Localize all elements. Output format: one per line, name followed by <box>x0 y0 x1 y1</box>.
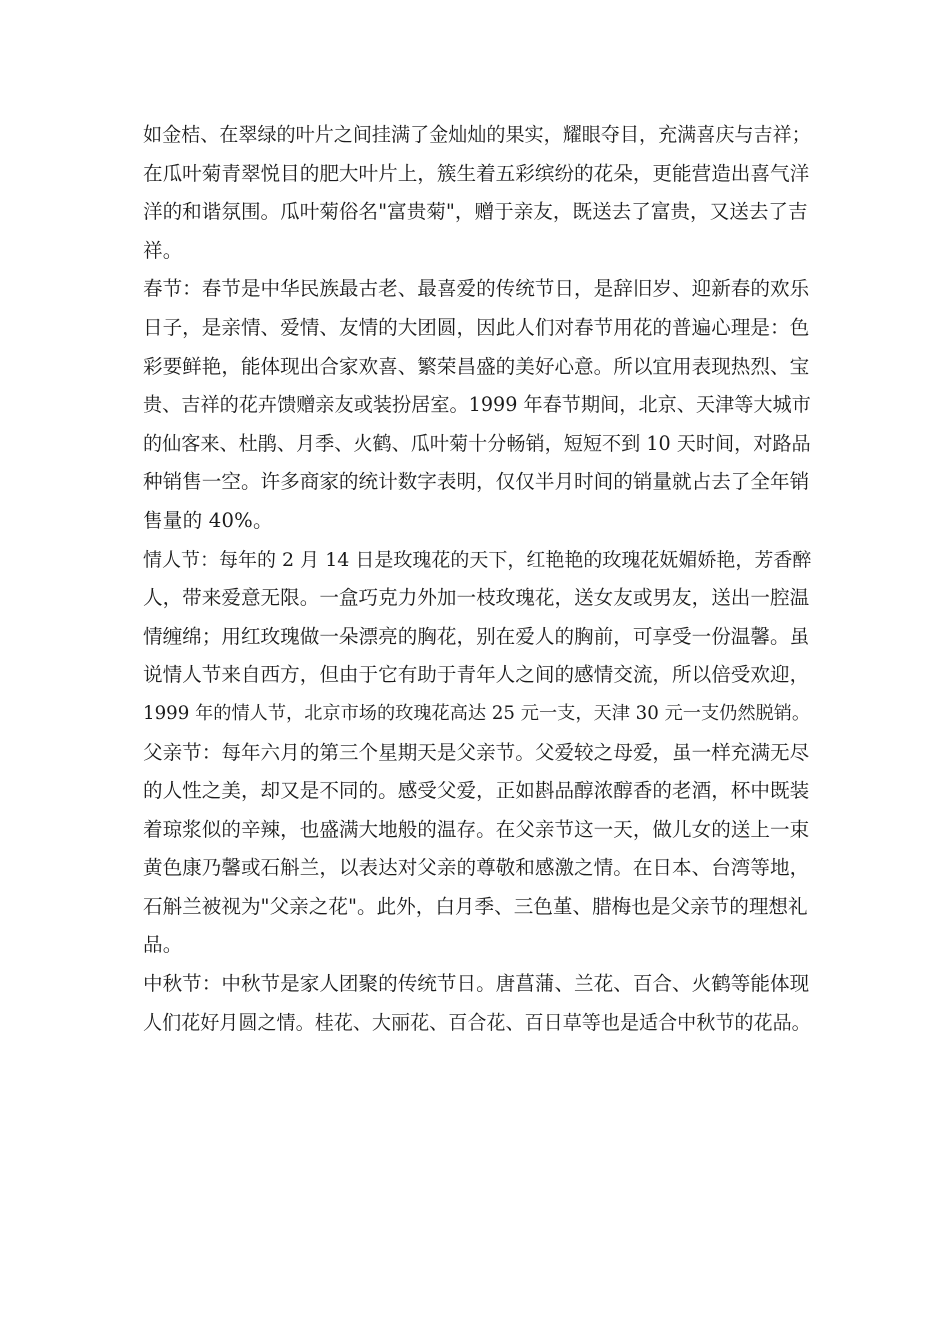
paragraph-spring-festival <box>143 270 811 540</box>
text-line: 的人性之美，却又是不同的。感受父爱，正如斟品醇浓醇香的老酒，杯中既装 <box>143 779 810 803</box>
text-line: 情人节：每年的 2 月 14 日是玫瑰花的天下，红艳艳的玫瑰花妩媚娇艳，芳香醉 <box>143 548 812 571</box>
text-line: 人们花好月圆之情。桂花、大丽花、百合花、百日草等也是适合中秋节的花品。 <box>143 1011 811 1034</box>
text-line: 如金桔、在翠绿的叶片之间挂满了金灿灿的果实，耀眼夺目，充满喜庆与吉祥； <box>143 124 811 146</box>
text-line: 人，带来爱意无限。一盒巧克力外加一枝玫瑰花，送女友或男友，送出一腔温 <box>143 586 810 610</box>
text-line: 品。 <box>143 933 183 957</box>
text-line: 祥。 <box>143 238 183 262</box>
text-line: 售量的 40%。 <box>143 508 273 532</box>
paragraph-valentines-day <box>143 541 811 734</box>
text-line: 中秋节：中秋节是家人团聚的传统节日。唐菖蒲、兰花、百合、火鹤等能体现 <box>143 972 810 996</box>
text-line: 的仙客来、杜鹃、月季、火鹤、瓜叶菊十分畅销，短短不到 10 天时间，对路品 <box>143 431 811 455</box>
text-line: 种销售一空。许多商家的统计数字表明，仅仅半月时间的销量就占去了全年销 <box>143 470 810 494</box>
text-line: 说情人节来自西方，但由于它有助于青年人之间的感情交流，所以倍受欢迎， <box>143 663 810 687</box>
text-line: 父亲节：每年六月的第三个星期天是父亲节。父爱较之母爱，虽一样充满无尽 <box>143 740 810 764</box>
paragraph-mid-autumn <box>143 965 811 1042</box>
text-line: 彩要鲜艳，能体现出合家欢喜、繁荣昌盛的美好心意。所以宜用表现热烈、宝 <box>143 354 810 378</box>
document-body <box>143 116 811 1042</box>
text-line: 在瓜叶菊青翠悦目的肥大叶片上，簇生着五彩缤纷的花朵，更能营造出喜气洋 <box>143 161 810 185</box>
text-line: 石斛兰被视为"父亲之花"。此外，白月季、三色堇、腊梅也是父亲节的理想礼 <box>143 894 808 918</box>
paragraph-golden-kumquat <box>143 116 811 270</box>
text-line: 着琼浆似的辛辣，也盛满大地般的温存。在父亲节这一天，做儿女的送上一束 <box>143 817 810 841</box>
paragraph-fathers-day <box>143 734 811 966</box>
text-line: 情缠绵；用红玫瑰做一朵漂亮的胸花，别在爱人的胸前，可享受一份温馨。虽 <box>143 624 810 648</box>
text-line: 黄色康乃馨或石斛兰，以表达对父亲的尊敬和感激之情。在日本、台湾等地， <box>143 856 810 880</box>
text-line: 春节：春节是中华民族最古老、最喜爱的传统节日，是辞旧岁、迎新春的欢乐 <box>143 277 810 301</box>
text-line: 1999 年的情人节，北京市场的玫瑰花高达 25 元一支，天津 30 元一支仍然脱销。 <box>143 702 811 724</box>
text-line: 贵、吉祥的花卉馈赠亲友或装扮居室。1999 年春节期间，北京、天津等大城市 <box>143 393 811 417</box>
text-line: 日子，是亲情、爱情、友情的大团圆，因此人们对春节用花的普遍心理是：色 <box>143 315 810 339</box>
text-line: 洋的和谐氛围。瓜叶菊俗名"富贵菊"，赠于亲友，既送去了富贵，又送去了吉 <box>143 200 808 224</box>
